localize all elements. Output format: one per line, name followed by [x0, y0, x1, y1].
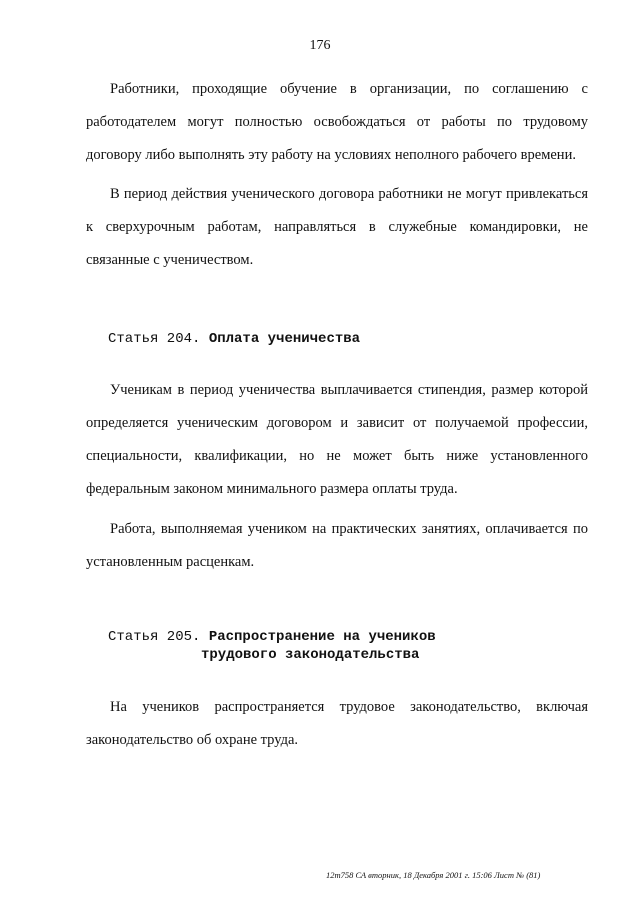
article-204-heading: [108, 330, 360, 348]
paragraph-text: Работники, проходящие обучение в организации, по соглашению с работодателем могут полностью освобождаться от работы по трудовому договору либо выполнять эту работу на условиях неполного рабочего времени.: [86, 81, 588, 163]
article-205-paragraph-labor-law: [86, 691, 588, 757]
article-title-line-2: трудового законодательства: [201, 647, 420, 663]
page-number: 176: [309, 38, 331, 53]
paragraph-text: Работа, выполняемая учеником на практических занятиях, оплачивается по установленным расценкам.: [86, 521, 588, 570]
paragraph-text: На учеников распространяется трудовое законодательство, включая законодательство об охране труда.: [86, 699, 588, 748]
article-label: Статья 204.: [108, 331, 201, 347]
paragraph-overtime-restriction: [86, 178, 588, 277]
paragraph-trainees-release: [86, 73, 588, 172]
page-footer-stamp: 12m758 СА вторник, 18 Декабря 2001 г. 15:06 Лист № (81): [326, 870, 541, 880]
article-title-line-1: Распространение на учеников: [208, 629, 436, 645]
article-204-paragraph-practical-work: [86, 513, 588, 579]
article-title: Оплата ученичества: [208, 331, 361, 347]
paragraph-text: В период действия ученического договора работники не могут привлекаться к сверхурочным работам, направляться в служебные командировки, не связанные с ученичеством.: [86, 186, 588, 268]
paragraph-text: Ученикам в период ученичества выплачивается стипендия, размер которой определяется ученическим договором и зависит от получаемой профессии, специальности, квалификации, но не может быть ниже установленного федеральным законом минимального размера оплаты труда.: [86, 382, 588, 497]
article-label: Статья 205.: [108, 629, 201, 645]
article-205-heading: [108, 628, 436, 664]
article-204-paragraph-stipend: [86, 374, 588, 506]
